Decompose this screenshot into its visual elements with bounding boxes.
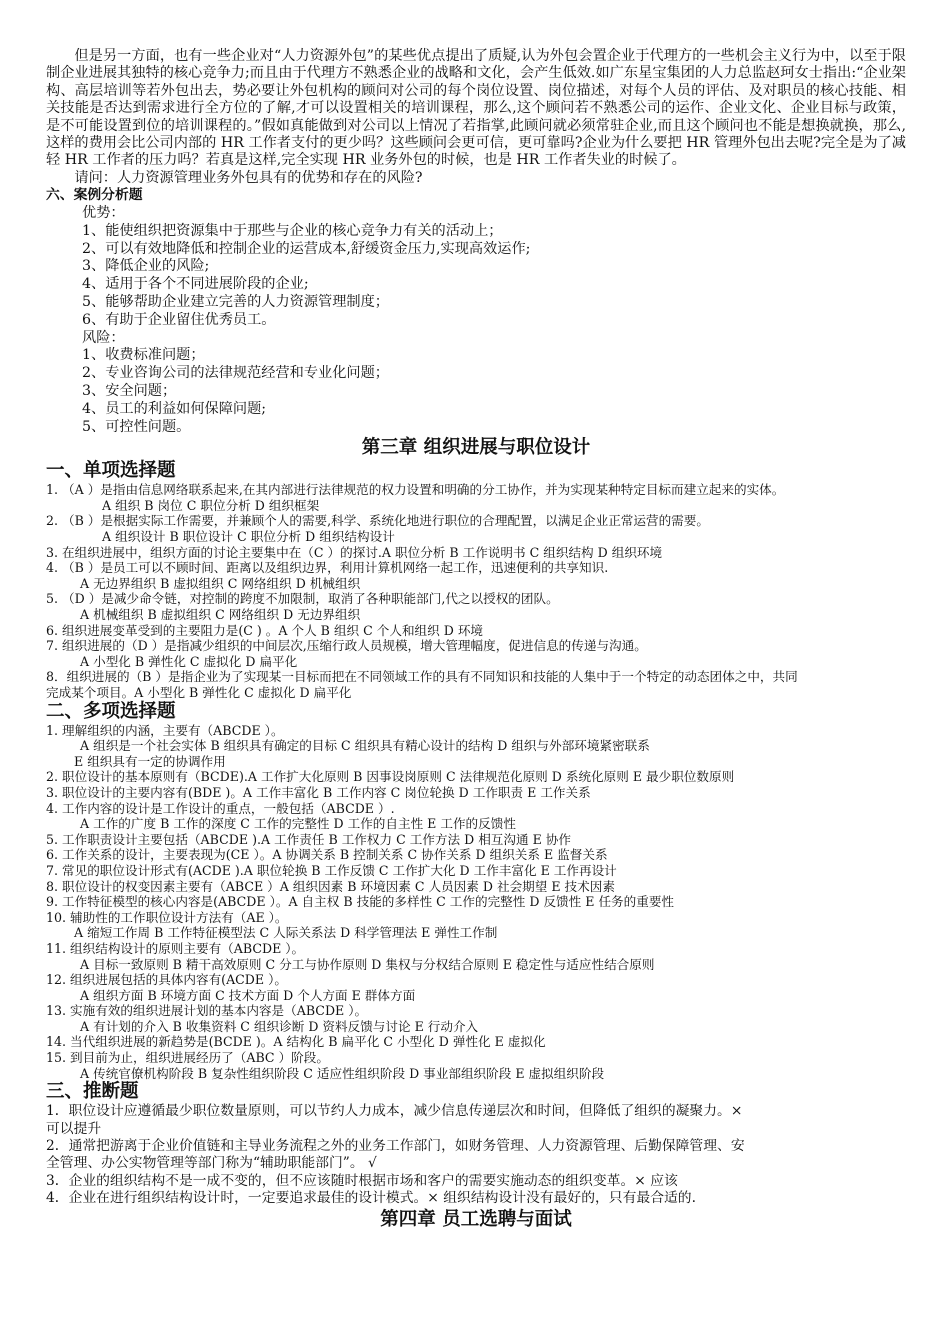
question-item: 4. 工作内容的设计是工作设计的重点，一般包括（ABCDE ）. xyxy=(46,800,395,816)
case-question: 请问：人力资源管理业务外包具有的优势和存在的风险? xyxy=(74,169,423,186)
question-item: 9. 工作特征模型的核心内容是(ABCDE ）。A 自主权 B 技能的多样性 C 工作的完整性 D 反馈性 E 任务的重要性 xyxy=(46,894,675,910)
list-item: 5、能够帮助企业建立完善的人力资源管理制度； xyxy=(82,293,389,310)
question-options: A 组织方面 B 环境方面 C 技术方面 D 个人方面 E 群体方面 xyxy=(80,987,416,1003)
judgement-item: 2．通常把游离于企业价值链和主导业务流程之外的业务工作部门，如财务管理、人力资源管理、后勤保障管理、安 xyxy=(46,1138,745,1155)
judgement-heading: 三、推断题 xyxy=(46,1081,139,1103)
list-item: 4、适用于各个不同进展阶段的企业; xyxy=(82,276,309,293)
single-choice-list xyxy=(46,482,906,700)
question-item: 5. 工作职责设计主要包括（ABCDE ).A 工作责任 B 工作权力 C 工作方法 D 相互沟通 E 协作 xyxy=(46,831,571,847)
intro-paragraph: 但是另一方面，也有一些企业对“人力资源外包”的某些优点提出了质疑,认为外包会置企业于代理方的一些机会主义行为中，以至于限制企业进展其独特的核心竞争力;而且由于代理方不熟悉企业的战略和文化，会产生低效.如广东星宝集团的人力总监赵珂女士指出:“企业架构、高层培训等若外包出去，势必要让外包机构的顾问对公司的每个岗位设置、岗位描述，对每个人员的评估、及对职员的核心技能、相关技能是否达到需求进行全方位的了解,才可以设置相关的培训课程，那么,这个顾问若不熟悉公司的运作、企业文化、企业目标与政策，是不可能设置到位的培训课程的。”假如真能做到对公司以上情况了若指掌,此顾问就必须常驻企业,而且这个顾问也不能是想换就换，那么,这样的费用会比公司内部的 HR 工作者支付的更少吗？这些顾问会更可信，更可靠吗?企业为什么要把 HR 管理外包出去呢?完全是为了减轻 HR 工作者的压力吗？若真是这样,完全实现 HR 业务外包的时候，也是 HR 工作者失业的时候了。 xyxy=(46,48,906,169)
list-item: 2、专业咨询公司的法律规范经营和专业化问题； xyxy=(82,365,389,382)
list-item: 6、有助于企业留住优秀员工。 xyxy=(82,311,276,328)
question-item: 8. 职位设计的权变因素主要有（ABCE ）A 组织因素 B 环境因素 C 人员因素 D 社会期望 E 技术因素 xyxy=(46,878,615,894)
advantages-list xyxy=(46,205,906,330)
question-options: A 有计划的介入 B 收集资料 C 组织诊断 D 资料反馈与讨论 E 行动介入 xyxy=(80,1018,479,1034)
question-item: 12. 组织进展包括的具体内容有(ACDE ）。 xyxy=(46,972,287,988)
question-options: A 机械组织 B 虚拟组织 C 网络组织 D 无边界组织 xyxy=(80,607,361,623)
question-item: 14. 当代组织进展的新趋势是(BCDE )。A 结构化 B 扁平化 C 小型化 D 弹性化 E 虚拟化 xyxy=(46,1034,546,1050)
advantages-label: 优势： xyxy=(82,204,125,221)
risks-label: 风险： xyxy=(82,329,125,346)
chapter4-title: 第四章 员工选聘与面试 xyxy=(380,1208,572,1230)
multi-choice-list xyxy=(46,723,906,1082)
question-item: 15. 到目前为止，组织进展经历了（ABC ）阶段。 xyxy=(46,1050,329,1066)
question-item: 1. 理解组织的内涵，主要有（ABCDE ）。 xyxy=(46,722,284,738)
question-item: 8．组织进展的（B ）是指企业为了实现某一目标而把在不同领域工作的具有不同知识和技能的人集中于一个特定的动态团体之中，共同 xyxy=(46,669,798,685)
multi-choice-heading: 二、多项选择题 xyxy=(46,700,176,722)
question-item: 2. （B ）是根据实际工作需要，并兼顾个人的需要,科学、系统化地进行职位的合理配置，以满足企业正常运营的需要。 xyxy=(46,513,709,529)
question-options: E 组织具有一定的协调作用 xyxy=(74,753,226,769)
judgement-item: 全管理、办公实物管理等部门称为“辅助职能部门”。 √ xyxy=(46,1155,377,1172)
question-options: A 小型化 B 弹性化 C 虚拟化 D 扁平化 xyxy=(80,653,298,669)
chapter3-title: 第三章 组织进展与职位设计 xyxy=(361,437,591,459)
judgement-item: 3．企业的组织结构不是一成不变的，但不应该随时根据市场和客户的需要实施动态的组织变革。× 应该 xyxy=(46,1172,678,1189)
question-options: A 目标一致原则 B 精干高效原则 C 分工与协作原则 D 集权与分权结合原则 E 稳定性与适应性结合原则 xyxy=(80,956,655,972)
question-item: 7. 常见的职位设计形式有(ACDE ).A 职位轮换 B 工作反馈 C 工作扩大化 D 工作丰富化 E 工作再设计 xyxy=(46,862,617,878)
question-item: 13. 实施有效的组织进展计划的基本内容是（ABCDE ）。 xyxy=(46,1003,368,1019)
question-options: A 工作的广度 B 工作的深度 C 工作的完整性 D 工作的自主性 E 工作的反馈性 xyxy=(80,816,516,832)
question-item: 3. 职位设计的主要内容有(BDE )。A 工作丰富化 B 工作内容 C 岗位轮换 D 工作职责 E 工作关系 xyxy=(46,784,591,800)
judgement-item: 可以提升 xyxy=(46,1120,102,1137)
question-options: A 组织 B 岗位 C 职位分析 D 组织框架 xyxy=(102,497,320,513)
question-item: 11. 组织结构设计的原则主要有（ABCDE ）。 xyxy=(46,940,305,956)
judgement-item: 4．企业在进行组织结构设计时，一定要追求最佳的设计模式。× 组织结构设计没有最好的，只有最合适的. xyxy=(46,1190,696,1207)
question-item: 6. 组织进展变革受到的主要阻力是(C ) 。A 个人 B 组织 C 个人和组织 D 环境 xyxy=(46,622,484,638)
list-item: 4、员工的利益如何保障问题; xyxy=(82,400,267,417)
question-options: A 组织是一个社会实体 B 组织具有确定的目标 C 组织具有精心设计的结构 D 组织与外部环境紧密联系 xyxy=(80,738,650,754)
question-item: 3. 在组织进展中，组织方面的讨论主要集中在（C ）的探讨.A 职位分析 B 工作说明书 C 组织结构 D 组织环境 xyxy=(46,544,663,560)
list-item: 3、安全问题； xyxy=(82,382,177,399)
list-item: 2、可以有效地降低和控制企业的运营成本,舒缓资金压力,实现高效运作; xyxy=(82,240,531,257)
question-item: 7. 组织进展的（D ）是指减少组织的中间层次,压缩行政人员规模，增大管理幅度，促进信息的传递与沟通。 xyxy=(46,638,647,654)
question-item: 1. （A ）是指由信息网络联系起来,在其内部进行法律规范的权力设置和明确的分工协作，并为实现某种特定目标而建立起来的实体。 xyxy=(46,482,785,498)
judgement-item: 1．职位设计应遵循最少职位数量原则，可以节约人力成本，减少信息传递层次和时间，但降低了组织的凝聚力。× xyxy=(46,1103,743,1120)
question-options: A 传统官僚机构阶段 B 复杂性组织阶段 C 适应性组织阶段 D 事业部组织阶段 E 虚拟组织阶段 xyxy=(80,1065,605,1081)
single-choice-heading: 一、单项选择题 xyxy=(46,460,176,482)
risks-list xyxy=(46,330,906,437)
list-item: 5、可控性问题。 xyxy=(82,418,191,435)
judgement-list xyxy=(46,1103,906,1207)
question-item: 10. 辅助性的工作职位设计方法有（AE ）。 xyxy=(46,909,288,925)
list-item: 1、能使组织把资源集中于那些与企业的核心竞争力有关的活动上； xyxy=(82,222,503,239)
question-options: A 无边界组织 B 虚拟组织 C 网络组织 D 机械组织 xyxy=(80,575,361,591)
question-item: 2. 职位设计的基本原则有（BCDE).A 工作扩大化原则 B 因事设岗原则 C 法律规范化原则 D 系统化原则 E 最少职位数原则 xyxy=(46,769,735,785)
question-item: 4. （B ）是员工可以不顾时间、距离以及组织边界，利用计算机网络一起工作，迅速便利的共享知识. xyxy=(46,560,609,576)
question-options: A 组织设计 B 职位设计 C 职位分析 D 组织结构设计 xyxy=(102,529,395,545)
question-item: 完成某个项目。A 小型化 B 弹性化 C 虚拟化 D 扁平化 xyxy=(46,685,352,701)
section6-heading: 六、案例分析题 xyxy=(46,187,143,204)
question-item: 6. 工作关系的设计，主要表现为(CE ）。A 协调关系 B 控制关系 C 协作关系 D 组织关系 E 监督关系 xyxy=(46,847,608,863)
question-item: 5. （D ）是减少命令链，对控制的跨度不加限制，取消了各种职能部门,代之以授权的团队。 xyxy=(46,591,559,607)
list-item: 1、收费标准问题； xyxy=(82,347,205,364)
list-item: 3、降低企业的风险; xyxy=(82,258,210,275)
question-options: A 缩短工作周 B 工作特征模型法 C 人际关系法 D 科学管理法 E 弹性工作制 xyxy=(74,925,498,941)
document-page xyxy=(46,48,906,1232)
